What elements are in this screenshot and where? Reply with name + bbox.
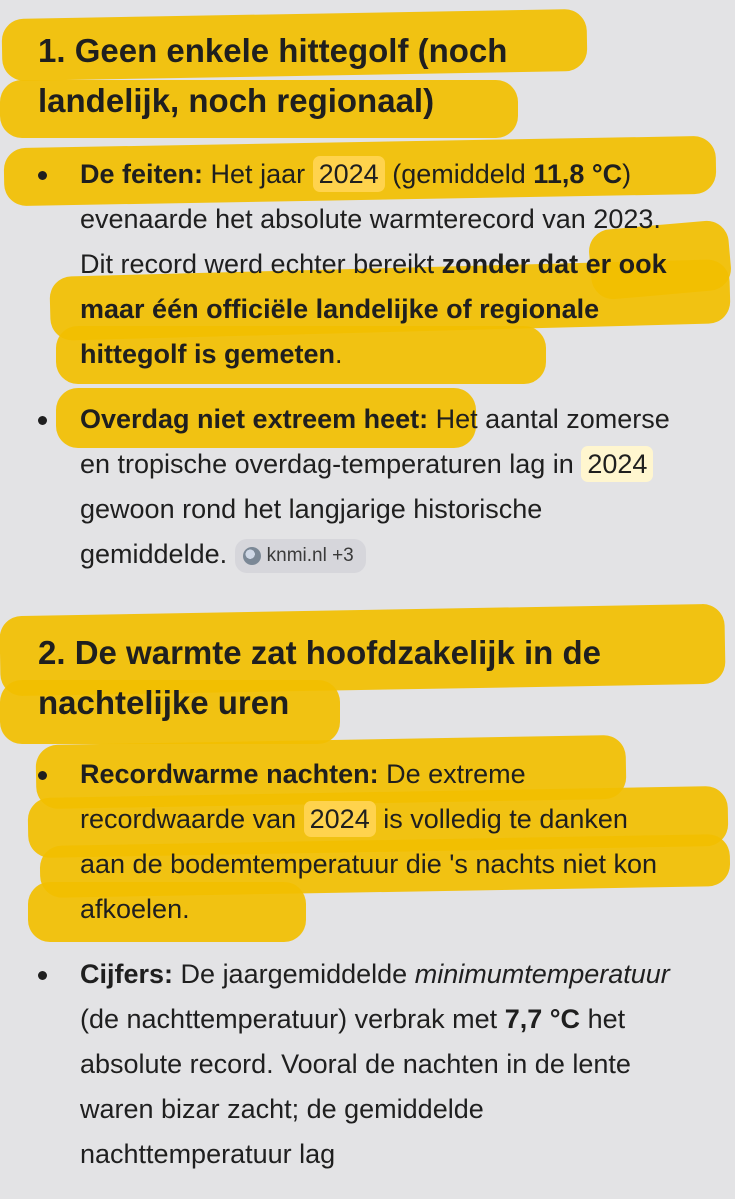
bullet-text: gewoon rond het langjarige historische gemiddelde.: [80, 494, 543, 569]
bullet-daytime: [0, 397, 680, 577]
year-chip: 2024: [581, 446, 653, 482]
bullet-label: De feiten:: [80, 159, 204, 189]
source-chip-label: knmi.nl +3: [266, 544, 354, 566]
italic-term: minimumtemperatuur: [414, 959, 670, 989]
bullet-text: Het aantal zomerse en tropische overdag-temperaturen lag in: [80, 404, 670, 479]
bullet-text: is volledig te danken aan de bodemtemperatuur die 's nachts niet kon afkoelen.: [80, 804, 658, 924]
bullet-text: (de nachttemperatuur) verbrak met: [80, 1004, 498, 1034]
bullet-record-nights: [0, 752, 680, 932]
bullet-text: Het jaar: [210, 159, 306, 189]
bullet-figures: [0, 952, 680, 1177]
bullet-text: .: [335, 339, 343, 369]
source-chip[interactable]: [235, 539, 366, 573]
bullet-label: Recordwarme nachten:: [80, 759, 379, 789]
bullet-label: Overdag niet extreem heet:: [80, 404, 429, 434]
bullet-text: De extreme recordwaarde van: [80, 759, 526, 834]
bold-statement: zonder dat er ook maar één officiële landelijke of regionale hittegolf is gemeten: [80, 249, 667, 369]
year-chip: 2024: [304, 801, 376, 837]
bullet-text: het absolute record. Vooral de nachten in de lente waren bizar zacht; de gemiddelde nachttemperatuur lag: [80, 1004, 631, 1169]
temperature-value: 7,7 °C: [504, 1004, 581, 1034]
bullet-list-2: [0, 752, 680, 1177]
bullet-text: (gemiddeld: [392, 159, 526, 189]
bullet-label: Cijfers:: [80, 959, 174, 989]
bullet-facts: [0, 152, 680, 377]
bullet-text: ) evenaarde het absolute warmterecord van 2023. Dit record werd echter bereikt: [80, 159, 661, 279]
globe-icon: [243, 547, 261, 565]
bullet-text: De jaargemiddelde: [180, 959, 408, 989]
bullet-list-1: [0, 152, 680, 577]
year-chip: 2024: [313, 156, 385, 192]
temperature-value: 11,8 °C: [533, 159, 623, 189]
section-heading-1: 1. Geen enkele hittegolf (noch landelijk, noch regionaal): [38, 32, 508, 119]
section-heading-2: 2. De warmte zat hoofdzakelijk in de nachtelijke uren: [38, 634, 601, 721]
